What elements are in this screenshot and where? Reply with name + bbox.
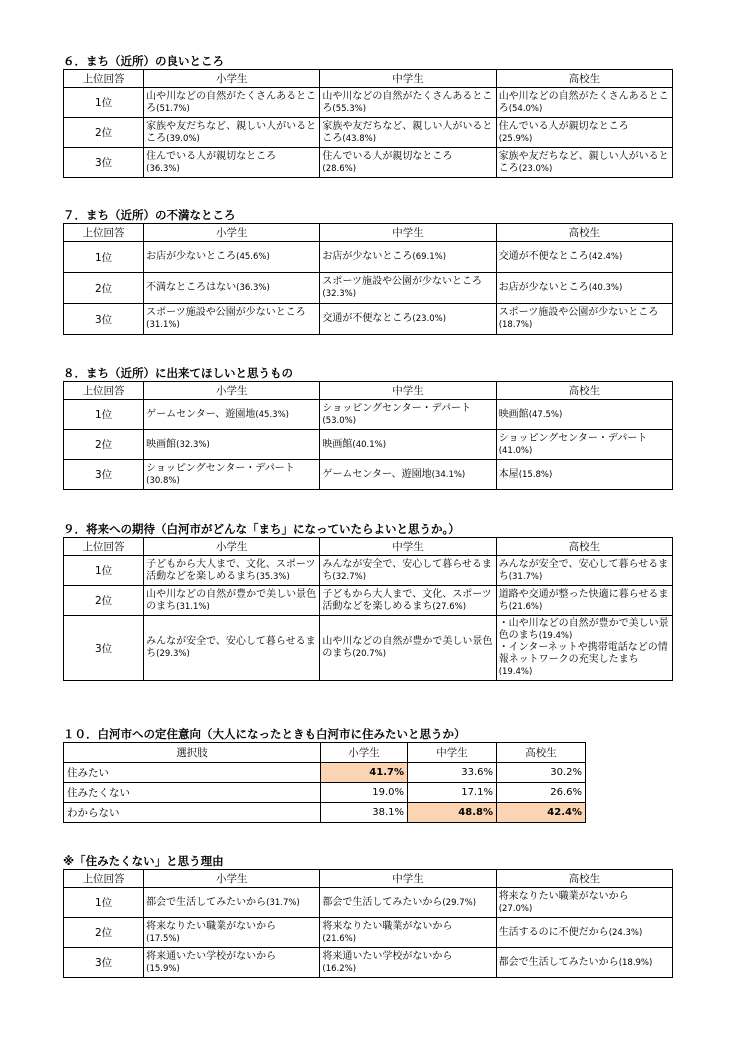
table-row [64, 918, 673, 948]
table-row [64, 430, 673, 460]
answer-cell: みんなが安全で、安心して暮らせるまち(31.7%) [496, 556, 672, 586]
answer-cell: 将来通いたい学校がないから (16.2%) [320, 948, 496, 978]
good-points-table [63, 69, 673, 178]
header-middle: 中学生 [320, 224, 496, 242]
answer-cell: ショッピングセンター・デパート (53.0%) [320, 400, 496, 430]
table-row [64, 763, 586, 783]
header-elementary: 小学生 [144, 382, 320, 400]
answer-cell: 交通が不便なところ(23.0%) [320, 304, 496, 335]
table-header-row [64, 538, 673, 556]
answer-cell: 映画館(40.1%) [320, 430, 496, 460]
residence-intention-table [63, 742, 586, 823]
table-header-row [64, 743, 586, 763]
header-choice: 選択肢 [64, 743, 321, 763]
answer-cell: ゲームセンター、遊園地(45.3%) [144, 400, 320, 430]
percent-cell: 26.6% [497, 783, 586, 803]
table-row [64, 888, 673, 918]
answer-cell: 不満なところはない(36.3%) [144, 273, 320, 304]
section-8 [63, 366, 673, 490]
table-header-row [64, 870, 673, 888]
answer-cell: お店が少ないところ(40.3%) [496, 273, 672, 304]
answer-cell: 都会で生活してみたいから(31.7%) [144, 888, 320, 918]
section-9-title: ９．将来への期待（白河市がどんな「まち」になっていたらよいと思うか。） [63, 522, 460, 536]
choice-cell: 住みたくない [64, 783, 321, 803]
wanted-facilities-table [63, 381, 673, 490]
header-middle: 中学生 [408, 743, 497, 763]
table-row [64, 242, 673, 273]
answer-cell: 映画館(32.3%) [144, 430, 320, 460]
rank-cell: 3位 [64, 304, 144, 335]
table-row [64, 556, 673, 586]
rank-cell: 1位 [64, 242, 144, 273]
answer-cell: 将来通いたい学校がないから (15.9%) [144, 948, 320, 978]
answer-cell: 住んでいる人が親切なところ (36.3%) [144, 148, 320, 178]
percent-cell-highlighted: 48.8% [408, 803, 497, 823]
answer-cell: お店が少ないところ(45.6%) [144, 242, 320, 273]
rank-cell: 2位 [64, 430, 144, 460]
header-middle: 中学生 [320, 382, 496, 400]
answer-cell: 都会で生活してみたいから(29.7%) [320, 888, 496, 918]
header-high: 高校生 [496, 382, 672, 400]
header-rank: 上位回答 [64, 224, 144, 242]
section-10-title: １０．白河市への定住意向（大人になったときも白河市に住みたいと思うか） [63, 727, 466, 741]
rank-cell: 1位 [64, 556, 144, 586]
answer-cell: 山や川などの自然がたくさんあるところ(51.7%) [144, 88, 320, 118]
section-8-title: ８．まち（近所）に出来てほしいと思うもの [63, 366, 293, 380]
answer-cell: 生活するのに不便だから(24.3%) [496, 918, 672, 948]
percent-cell: 38.1% [321, 803, 408, 823]
section-7-title: ７．まち（近所）の不満なところ [63, 208, 236, 222]
section-9 [63, 522, 673, 681]
percent-cell: 30.2% [497, 763, 586, 783]
answer-cell: ゲームセンター、遊園地(34.1%) [320, 460, 496, 490]
choice-cell: 住みたい [64, 763, 321, 783]
header-rank: 上位回答 [64, 70, 144, 88]
header-high: 高校生 [496, 224, 672, 242]
table-row [64, 803, 586, 823]
answer-cell: 交通が不便なところ(42.4%) [496, 242, 672, 273]
table-row [64, 616, 673, 681]
answer-cell: 都会で生活してみたいから(18.9%) [496, 948, 672, 978]
rank-cell: 2位 [64, 273, 144, 304]
header-rank: 上位回答 [64, 538, 144, 556]
section-7 [63, 208, 673, 335]
answer-cell: 映画館(47.5%) [496, 400, 672, 430]
answer-cell: みんなが安全で、安心して暮らせるまち(32.7%) [320, 556, 496, 586]
answer-cell: お店が少ないところ(69.1%) [320, 242, 496, 273]
table-row [64, 148, 673, 178]
table-header-row [64, 224, 673, 242]
table-row [64, 460, 673, 490]
header-middle: 中学生 [320, 538, 496, 556]
section-reasons-title: ※「住みたくない」と思う理由 [63, 854, 224, 868]
answer-cell: 家族や友だちなど、親しい人がいるところ(43.8%) [320, 118, 496, 148]
rank-cell: 1位 [64, 88, 144, 118]
percent-cell: 33.6% [408, 763, 497, 783]
answer-cell: 子どもから大人まで、文化、スポーツ活動などを楽しめるまち(27.6%) [320, 586, 496, 616]
header-middle: 中学生 [320, 870, 496, 888]
reasons-table [63, 869, 673, 978]
table-row [64, 783, 586, 803]
header-elementary: 小学生 [144, 70, 320, 88]
table-header-row [64, 382, 673, 400]
header-elementary: 小学生 [144, 224, 320, 242]
future-expectations-table [63, 537, 673, 681]
answer-cell: 将来なりたい職業がないから (17.5%) [144, 918, 320, 948]
answer-cell: 住んでいる人が親切なところ (28.6%) [320, 148, 496, 178]
header-high: 高校生 [496, 870, 672, 888]
answer-cell: 山や川などの自然が豊かで美しい景色のまち(31.1%) [144, 586, 320, 616]
percent-cell: 19.0% [321, 783, 408, 803]
answer-cell: 将来なりたい職業がないから (27.0%) [496, 888, 672, 918]
choice-cell: わからない [64, 803, 321, 823]
complaints-table [63, 223, 673, 335]
header-rank: 上位回答 [64, 382, 144, 400]
answer-cell: 道路や交通が整った快適に暮らせるまち(21.6%) [496, 586, 672, 616]
table-header-row [64, 70, 673, 88]
answer-cell [496, 616, 672, 681]
answer-cell: 家族や友だちなど、親しい人がいるところ(23.0%) [496, 148, 672, 178]
table-row [64, 273, 673, 304]
answer-cell: 家族や友だちなど、親しい人がいるところ(39.0%) [144, 118, 320, 148]
answer-cell: 山や川などの自然がたくさんあるところ(55.3%) [320, 88, 496, 118]
header-high: 高校生 [497, 743, 586, 763]
rank-cell: 3位 [64, 616, 144, 681]
percent-cell: 17.1% [408, 783, 497, 803]
table-row [64, 88, 673, 118]
rank-cell: 2位 [64, 118, 144, 148]
answer-cell: スポーツ施設や公園が少ないところ(31.1%) [144, 304, 320, 335]
header-middle: 中学生 [320, 70, 496, 88]
answer-cell: 山や川などの自然がたくさんあるところ(54.0%) [496, 88, 672, 118]
answer-bullet: ・インターネットや携帯電話などの情報ネットワークの充実したまち (19.4%) [498, 642, 668, 677]
rank-cell: 2位 [64, 918, 144, 948]
answer-cell: 子どもから大人まで、文化、スポーツ活動などを楽しめるまち(35.3%) [144, 556, 320, 586]
header-high: 高校生 [496, 70, 672, 88]
answer-cell: スポーツ施設や公園が少ないところ(18.7%) [496, 304, 672, 335]
section-6 [63, 54, 673, 178]
answer-cell: 山や川などの自然が豊かで美しい景色のまち(20.7%) [320, 616, 496, 681]
answer-cell: みんなが安全で、安心して暮らせるまち(29.3%) [144, 616, 320, 681]
section-6-title: ６．まち（近所）の良いところ [63, 54, 224, 68]
header-elementary: 小学生 [144, 870, 320, 888]
answer-bullet: ・山や川などの自然が豊かで美しい景色のまち(19.4%) [498, 618, 669, 641]
rank-cell: 3位 [64, 460, 144, 490]
rank-cell: 1位 [64, 400, 144, 430]
answer-cell: スポーツ施設や公園が少ないところ(32.3%) [320, 273, 496, 304]
answer-cell: 将来なりたい職業がないから (21.6%) [320, 918, 496, 948]
table-row [64, 400, 673, 430]
answer-cell: 本屋(15.8%) [496, 460, 672, 490]
table-row [64, 304, 673, 335]
header-elementary: 小学生 [321, 743, 408, 763]
table-row [64, 586, 673, 616]
answer-cell: 住んでいる人が親切なところ (25.9%) [496, 118, 672, 148]
table-row [64, 948, 673, 978]
rank-cell: 2位 [64, 586, 144, 616]
header-high: 高校生 [496, 538, 672, 556]
answer-cell: ショッピングセンター・デパート (41.0%) [496, 430, 672, 460]
rank-cell: 1位 [64, 888, 144, 918]
section-10 [63, 727, 586, 823]
rank-cell: 3位 [64, 148, 144, 178]
answer-cell: ショッピングセンター・デパート (30.8%) [144, 460, 320, 490]
rank-cell: 3位 [64, 948, 144, 978]
percent-cell-highlighted: 41.7% [321, 763, 408, 783]
header-elementary: 小学生 [144, 538, 320, 556]
section-reasons [63, 854, 673, 978]
header-rank: 上位回答 [64, 870, 144, 888]
table-row [64, 118, 673, 148]
percent-cell-highlighted: 42.4% [497, 803, 586, 823]
